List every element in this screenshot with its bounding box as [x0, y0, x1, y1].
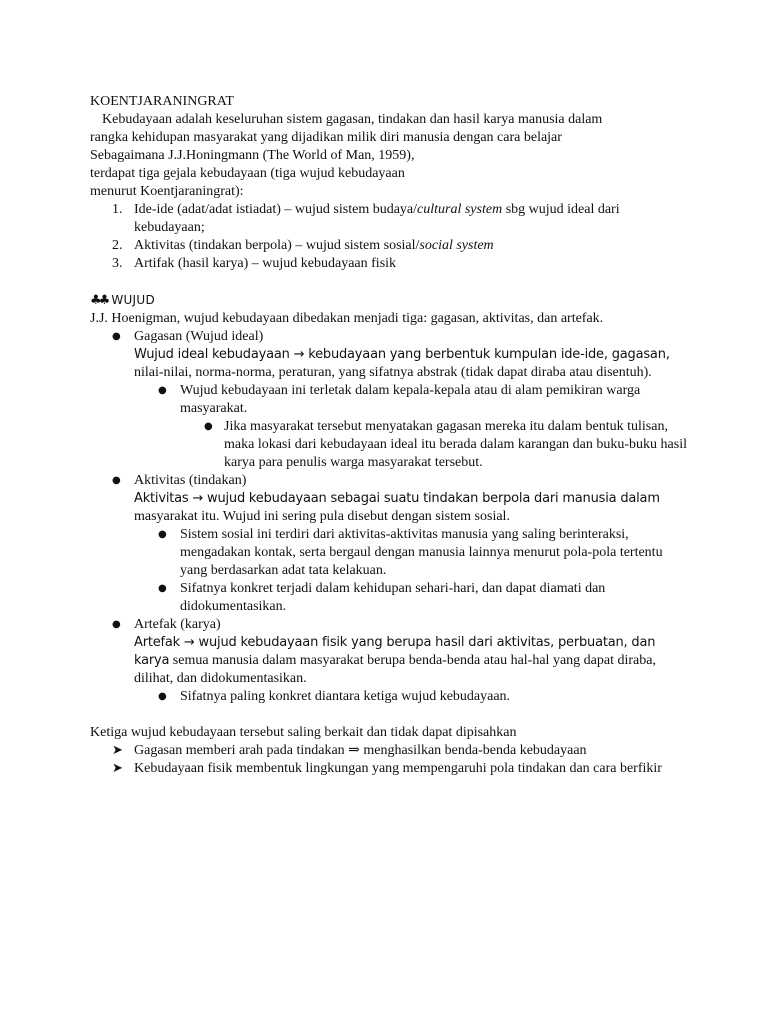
description-rest: semua manusia dalam masyarakat berupa benda-benda atau hal-hal yang dapat diraba, dilihat, dan didokumentasikan.: [134, 653, 656, 686]
item-text: sbg wujud ideal dari: [502, 202, 620, 217]
sub-sub-list: [180, 418, 690, 472]
bullet-icon: ●: [158, 583, 167, 594]
item-text: Sistem sosial ini terdiri dari aktivitas-aktivitas manusia yang saling berinteraksi, mengadakan kontak, serta bergaul dengan manusia lainnya menurut pola-pola tertentu yang berdasarkan adat tata kelakuan.: [180, 527, 663, 578]
item-description: [134, 490, 690, 526]
arrow-icon: ➤: [112, 761, 123, 776]
section-heading-wujud: [90, 291, 690, 310]
list-item: [134, 382, 690, 472]
spacer: [90, 273, 690, 291]
item-text: Sifatnya paling konkret diantara ketiga wujud kebudayaan.: [180, 689, 511, 704]
item-text: Wujud kebudayaan ini terletak dalam kepala-kepala atau di alam pemikiran warga masyarakat.: [180, 383, 641, 416]
list-item: [90, 616, 690, 706]
numbered-item: [90, 201, 690, 237]
item-text: Sifatnya konkret terjadi dalam kehidupan sehari-hari, dan dapat diamati dan didokumentasikan.: [180, 581, 606, 614]
list-item: [134, 580, 690, 616]
closing-list: [90, 742, 690, 778]
document-title: KOENTJARANINGRAT: [90, 94, 234, 109]
sub-list: [134, 688, 690, 706]
item-label: Artefak (karya): [134, 617, 221, 632]
item-text: kebudayaan;: [134, 220, 205, 235]
item-description: [134, 634, 690, 688]
wujud-list: [90, 328, 690, 706]
item-text: Gagasan memberi arah pada tindakan ⇒ menghasilkan benda-benda kebudayaan: [134, 743, 587, 758]
item-text: Ide-ide (adat/adat istiadat) – wujud sistem budaya/: [134, 202, 418, 217]
numbered-item: [90, 237, 690, 255]
intro-line: rangka kehidupan masyarakat yang dijadikan milik diri manusia dengan cara belajar: [90, 130, 562, 145]
item-number: 1.: [112, 202, 123, 217]
description-prefix: Aktivitas → wujud kebudayaan sebagai suatu tindakan berpola dari manusia dalam: [134, 491, 660, 506]
list-item: [134, 526, 690, 580]
sub-list: [134, 382, 690, 472]
intro-paragraph: [90, 111, 690, 201]
spacer: [90, 706, 690, 724]
item-italic: social system: [419, 238, 494, 253]
arrow-icon: ➤: [112, 743, 123, 758]
description-rest: masyarakat itu. Wujud ini sering pula disebut dengan sistem sosial.: [134, 509, 510, 524]
bullet-icon: ●: [158, 691, 167, 702]
item-label: Aktivitas (tindakan): [134, 473, 247, 488]
intro-line: Sebagaimana J.J.Honingmann (The World of Man, 1959),: [90, 148, 415, 163]
bullet-icon: ●: [112, 331, 121, 342]
description-prefix: Artefak → wujud kebudayaan fisik yang berupa hasil dari aktivitas, perbuatan, dan karya: [134, 635, 656, 668]
intro-line: menurut Koentjaraningrat):: [90, 184, 244, 199]
numbered-item: [90, 255, 690, 273]
item-description: [134, 346, 690, 382]
bullet-icon: ●: [204, 421, 213, 432]
bullet-icon: ●: [112, 619, 121, 630]
item-text: Kebudayaan fisik membentuk lingkungan yang mempengaruhi pola tindakan dan cara berfikir: [134, 761, 662, 776]
document-content: [90, 93, 690, 778]
list-item: [90, 742, 690, 760]
wujud-intro: J.J. Hoenigman, wujud kebudayaan dibedakan menjadi tiga: gagasan, aktivitas, dan artefak.: [90, 311, 604, 326]
section-heading-text: WUJUD: [111, 293, 156, 307]
list-item: [90, 328, 690, 472]
item-text: Jika masyarakat tersebut menyatakan gagasan mereka itu dalam bentuk tulisan, maka lokasi dari kebudayaan ideal itu berada dalam karangan dan buku-buku hasil karya para penulis warga masyarakat tersebut.: [224, 419, 687, 470]
list-item: [90, 760, 690, 778]
sub-list: [134, 526, 690, 616]
closing-intro: Ketiga wujud kebudayaan tersebut saling berkait dan tidak dapat dipisahkan: [90, 725, 517, 740]
bullet-icon: ●: [158, 385, 167, 396]
item-text: Aktivitas (tindakan berpola) – wujud sistem sosial/: [134, 238, 420, 253]
item-number: 2.: [112, 238, 123, 253]
bullet-icon: ●: [112, 475, 121, 486]
list-item: [180, 418, 690, 472]
item-italic: cultural system: [417, 202, 503, 217]
numbered-list: [90, 201, 690, 273]
list-item: [90, 472, 690, 616]
item-label: Gagasan (Wujud ideal): [134, 329, 264, 344]
intro-line: terdapat tiga gejala kebudayaan (tiga wujud kebudayaan: [90, 166, 405, 181]
bullet-icon: ●: [158, 529, 167, 540]
intro-line: Kebudayaan adalah keseluruhan sistem gagasan, tindakan dan hasil karya manusia dalam: [102, 112, 603, 127]
list-item: [134, 688, 690, 706]
description-rest: nilai-nilai, norma-norma, peraturan, yang sifatnya abstrak (tidak dapat diraba atau disentuh).: [134, 365, 652, 380]
description-prefix: Wujud ideal kebudayaan → kebudayaan yang berbentuk kumpulan ide-ide, gagasan,: [134, 347, 670, 362]
clubs-icon: ♣♣: [90, 293, 108, 308]
item-number: 3.: [112, 256, 123, 271]
item-text: Artifak (hasil karya) – wujud kebudayaan fisik: [134, 256, 397, 271]
